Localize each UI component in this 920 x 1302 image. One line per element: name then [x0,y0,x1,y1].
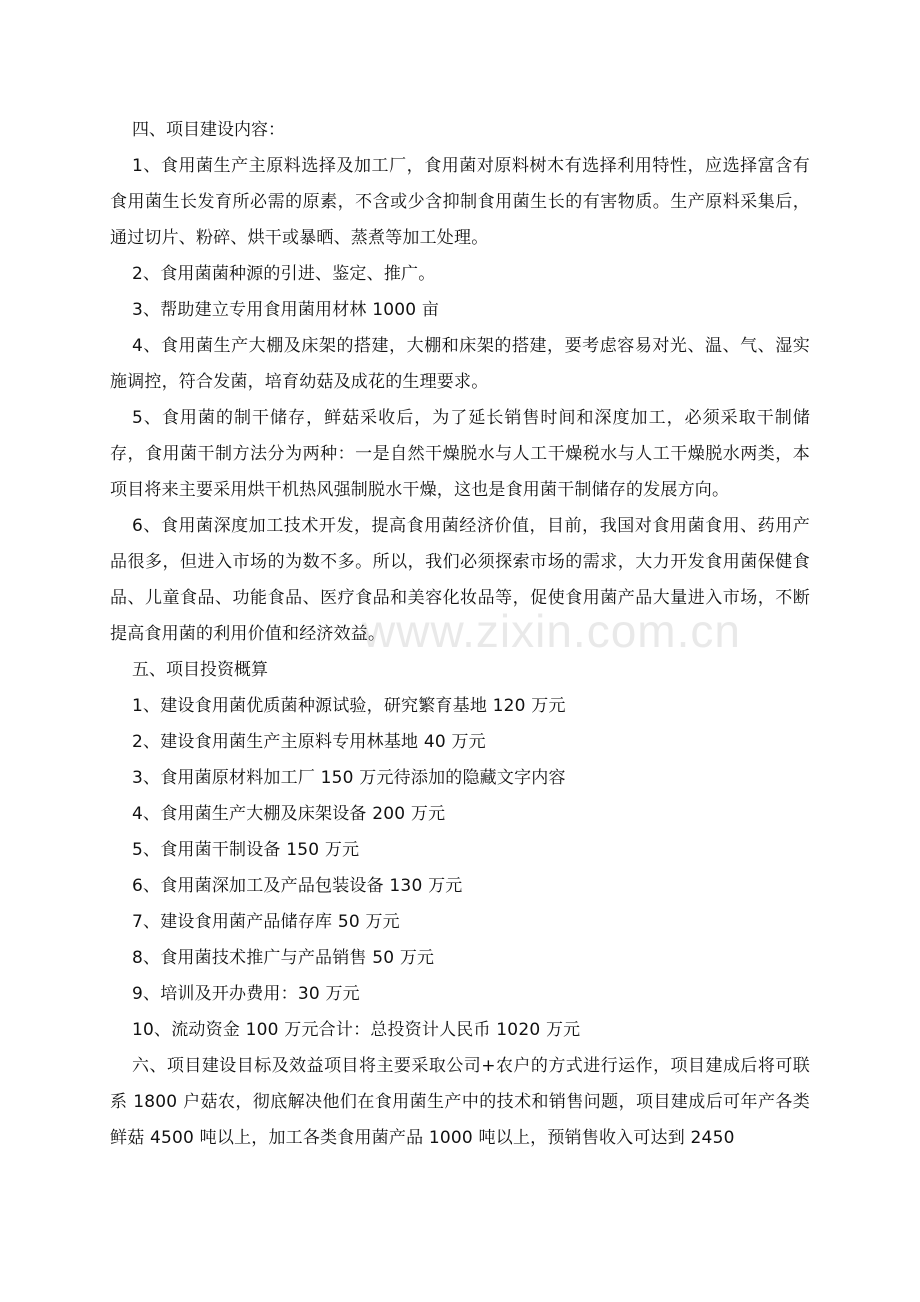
section-5-item-6: 6、食用菌深加工及产品包装设备 130 万元 [132,876,463,896]
section-4-item-3: 3、帮助建立专用食用菌用材林 1000 亩 [132,300,440,320]
section-4-item-6: 6、食用菌深度加工技术开发，提高食用菌经济价值，目前，我国对食用菌食用、药用产品很多，但进入市场的为数不多。所以，我们必须探索市场的需求，大力开发食用菌保健食品、儿童食品、功能食品、医疗食品和美容化妆品等，促使食用菌产品大量进入市场，不断提高食用菌的利用价值和经济效益。 [110,516,810,644]
section-5-item-2: 2、建设食用菌生产主原料专用林基地 40 万元 [132,732,486,752]
section-5-item-10: 10、流动资金 100 万元合计：总投资计人民币 1020 万元 [132,1020,581,1040]
section-5-item-9: 9、培训及开办费用：30 万元 [132,984,360,1004]
section-5-item-8: 8、食用菌技术推广与产品销售 50 万元 [132,948,435,968]
section-5-item-4: 4、食用菌生产大棚及床架设备 200 万元 [132,804,446,824]
document-body [110,112,810,1156]
section-4-item-2: 2、食用菌菌种源的引进、鉴定、推广。 [132,264,436,284]
section-5-item-7: 7、建设食用菌产品储存库 50 万元 [132,912,400,932]
section-4-heading: 四、项目建设内容： [132,120,285,140]
section-4-item-5: 5、食用菌的制干储存，鲜菇采收后，为了延长销售时间和深度加工，必须采取干制储存，食用菌干制方法分为两种：一是自然干燥脱水与人工干燥税水与人工干燥脱水两类，本项目将来主要采用烘干机热风强制脱水干燥，这也是食用菌干制储存的发展方向。 [110,408,810,500]
section-4-item-1: 1、食用菌生产主原料选择及加工厂，食用菌对原料树木有选择利用特性，应选择富含有食用菌生长发育所必需的原素，不含或少含抑制食用菌生长的有害物质。生产原料采集后，通过切片、粉碎、烘干或暴晒、蒸煮等加工处理。 [110,156,810,248]
section-5-item-1: 1、建设食用菌优质菌种源试验，研究繁育基地 120 万元 [132,696,566,716]
section-4-item-4: 4、食用菌生产大棚及床架的搭建，大棚和床架的搭建，要考虑容易对光、温、气、湿实施调控，符合发菌，培育幼菇及成花的生理要求。 [110,336,810,392]
watermark: www.zixin.com.cn [362,605,741,657]
section-5-item-3: 3、食用菌原材料加工厂 150 万元待添加的隐藏文字内容 [132,768,566,788]
section-6-paragraph: 六、项目建设目标及效益项目将主要采取公司+农户的方式进行运作，项目建成后将可联系 1800 户菇农，彻底解决他们在食用菌生产中的技术和销售问题，项目建成后可年产各类鲜菇 4500 吨以上，加工各类食用菌产品 1000 吨以上，预销售收入可达到 2450 [110,1056,810,1148]
section-5-heading: 五、项目投资概算 [132,660,268,680]
section-5-item-5: 5、食用菌干制设备 150 万元 [132,840,360,860]
